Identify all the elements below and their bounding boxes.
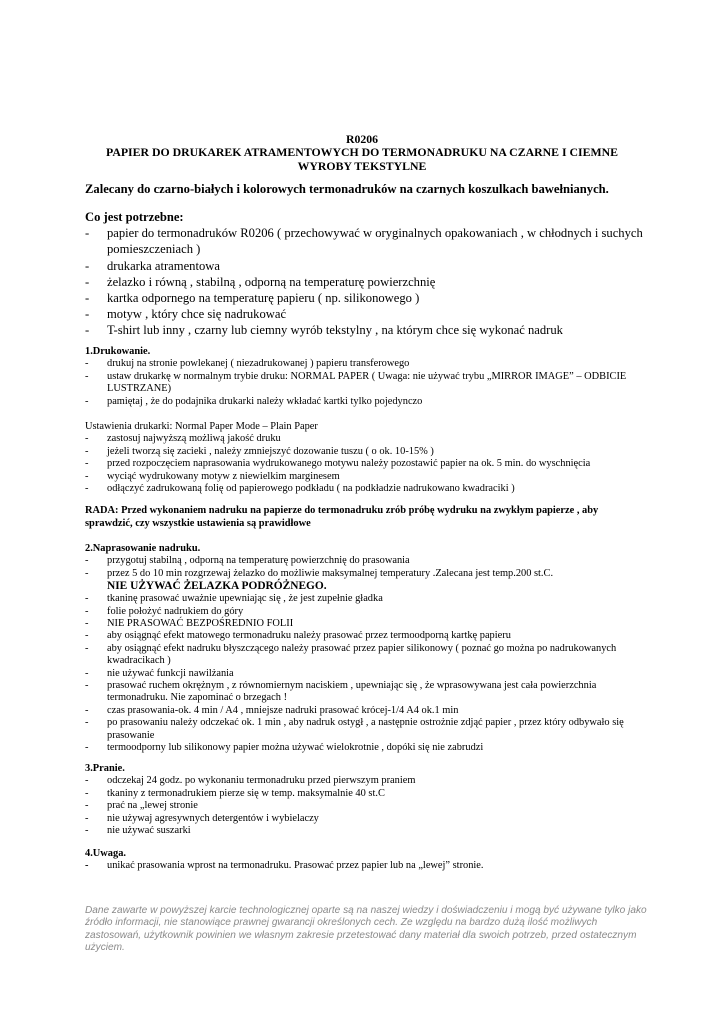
title-line: WYROBY TEKSTYLNE bbox=[297, 159, 427, 173]
product-code: R0206 bbox=[345, 132, 379, 146]
list-item: - odczekaj 24 godz. po wykonaniu termonadruku przed pierwszym praniem bbox=[85, 775, 645, 787]
settings-label: Ustawienia drukarki: Normal Paper Mode – Plain Paper bbox=[85, 421, 318, 432]
disclaimer-footer: Dane zawarte w powyższej karcie technologicznej oparte są na naszej wiedzy i doświadczeniu i mogą być używane tylko jako źródło informacji, nie stanowiące prawnej gwarancji określonych cech. Ze względu na bardzo dużą ilość możliwych zastosowań, użytkownik powinien we własnym zakresie przetestować dany materiał dla swoich potrzeb, przed ostatecznym użyciem. bbox=[85, 905, 647, 954]
washing-section bbox=[85, 763, 645, 837]
list-item: - drukuj na stronie powlekanej ( niezadrukowanej ) papieru transferowego bbox=[85, 358, 645, 370]
requirements-section bbox=[85, 209, 645, 339]
list-item: - tkaniny z termonadrukiem pierze się w temp. maksymalnie 40 st.C bbox=[85, 788, 645, 800]
section-heading: 3.Pranie. bbox=[85, 763, 125, 774]
list-item: - folie położyć nadrukiem do góry bbox=[85, 606, 645, 618]
section-heading: 1.Drukowanie. bbox=[85, 346, 151, 357]
warning-text: NIE UŻYWAĆ ŻELAZKA PODRÓŻNEGO. bbox=[107, 580, 327, 593]
list-item: - motyw , który chce się nadrukować bbox=[85, 306, 645, 322]
list-item: - NIE PRASOWAĆ BEZPOŚREDNIO FOLII bbox=[85, 618, 645, 630]
list-item: - tkaninę prasować uważnie upewniając się , że jest zupełnie gładka bbox=[85, 593, 645, 605]
list-item: - nie używaj agresywnych detergentów i wybielaczy bbox=[85, 813, 645, 825]
list-item: - zastosuj najwyższą możliwą jakość druku bbox=[85, 433, 645, 445]
list-item: - przygotuj stabilną , odporną na temperaturę powierzchnię do prasowania bbox=[85, 555, 645, 567]
list-item: - drukarka atramentowa bbox=[85, 258, 645, 274]
list-item: - nie używać suszarki bbox=[85, 825, 645, 837]
list-item: - prasować ruchem okrężnym , z równomiernym naciskiem , upewniając się , że wprasowywana jest cała powierzchnia termonadruku. Nie zapominać o brzegach ! bbox=[85, 680, 645, 705]
list-item: - prać na „lewej stronie bbox=[85, 800, 645, 812]
list-item: - żelazko i równą , stabilną , odporną na temperaturę powierzchnię bbox=[85, 274, 645, 290]
title-line: PAPIER DO DRUKAREK ATRAMENTOWYCH DO TERMONADRUKU NA CZARNE I CIEMNE bbox=[106, 145, 618, 159]
printer-settings-section bbox=[85, 421, 645, 495]
list-item: - aby osiągnąć efekt nadruku błyszczącego należy prasować przez papier silikonowy ( poznać go można po nadrukowanych kwadracikach ) bbox=[85, 643, 645, 668]
printing-section bbox=[85, 346, 645, 408]
list-item: - przez 5 do 10 min rozgrzewaj żelazko do możliwie maksymalnej temperatury .Zalecana jest temp.200 st.C. bbox=[85, 568, 645, 580]
caution-section bbox=[85, 848, 645, 873]
list-item: - czas prasowania-ok. 4 min / A4 , mniejsze nadruki prasować krócej-1/4 A4 ok.1 min bbox=[85, 705, 645, 717]
list-item: - papier do termonadruków R0206 ( przechowywać w oryginalnych opakowaniach , w chłodnych i suchych pomieszczeniach ) bbox=[85, 225, 645, 257]
list-item: - pamiętaj , że do podajnika drukarki należy wkładać kartki tylko pojedynczo bbox=[85, 396, 645, 408]
list-item: - T-shirt lub inny , czarny lub ciemny wyrób tekstylny , na którym chce się wykonać nadruk bbox=[85, 322, 645, 338]
list-item: - aby osiągnąć efekt matowego termonadruku należy prasować przez termoodporną kartkę papieru bbox=[85, 630, 645, 642]
section-heading: 4.Uwaga. bbox=[85, 848, 126, 859]
list-item: - unikać prasowania wprost na termonadruku. Prasować przez papier lub na „lewej” stronie. bbox=[85, 860, 645, 872]
list-item: - jeżeli tworzą się zacieki , należy zmniejszyć dozowanie tuszu ( o ok. 10-15% ) bbox=[85, 446, 645, 458]
list-item: - nie używać funkcji nawilżania bbox=[85, 668, 645, 680]
section-heading: Co jest potrzebne: bbox=[85, 210, 184, 224]
ironing-section bbox=[85, 543, 645, 755]
list-item: - po prasowaniu należy odczekać ok. 1 min , aby nadruk ostygł , a następnie ostrożnie zdjąć papier , przez który odbywało się prasowanie bbox=[85, 717, 645, 742]
list-item: - ustaw drukarkę w normalnym trybie druku: NORMAL PAPER ( Uwaga: nie używać trybu „MIRROR IMAGE” – ODBICIE LUSTRZANE) bbox=[85, 371, 645, 396]
tip-paragraph: RADA: Przed wykonaniem nadruku na papierze do termonadruku zrób próbę wydruku na zwykłym papierze , aby sprawdzić, czy wszystkie ustawienia są prawidłowe bbox=[85, 505, 599, 529]
section-heading: 2.Naprasowanie nadruku. bbox=[85, 543, 201, 554]
list-item: - wyciąć wydrukowany motyw z niewielkim marginesem bbox=[85, 471, 645, 483]
list-item: - kartka odpornego na temperaturę papieru ( np. silikonowego ) bbox=[85, 290, 645, 306]
list-item: - termoodporny lub silikonowy papier można używać wielokrotnie , dopóki się nie zabrudzi bbox=[85, 742, 645, 754]
list-item: - przed rozpoczęciem naprasowania wydrukowanego motywu należy pozostawić papier na ok. 5 min. do wyschnięcia bbox=[85, 458, 645, 470]
document-title bbox=[60, 145, 664, 173]
list-item: - odłączyć zadrukowaną folię od papierowego podkładu ( na podkładzie nadrukowano kwadraciki ) bbox=[85, 483, 645, 495]
document-subtitle: Zalecany do czarno-białych i kolorowych termonadruków na czarnych koszulkach bawełnianych. bbox=[85, 182, 609, 196]
